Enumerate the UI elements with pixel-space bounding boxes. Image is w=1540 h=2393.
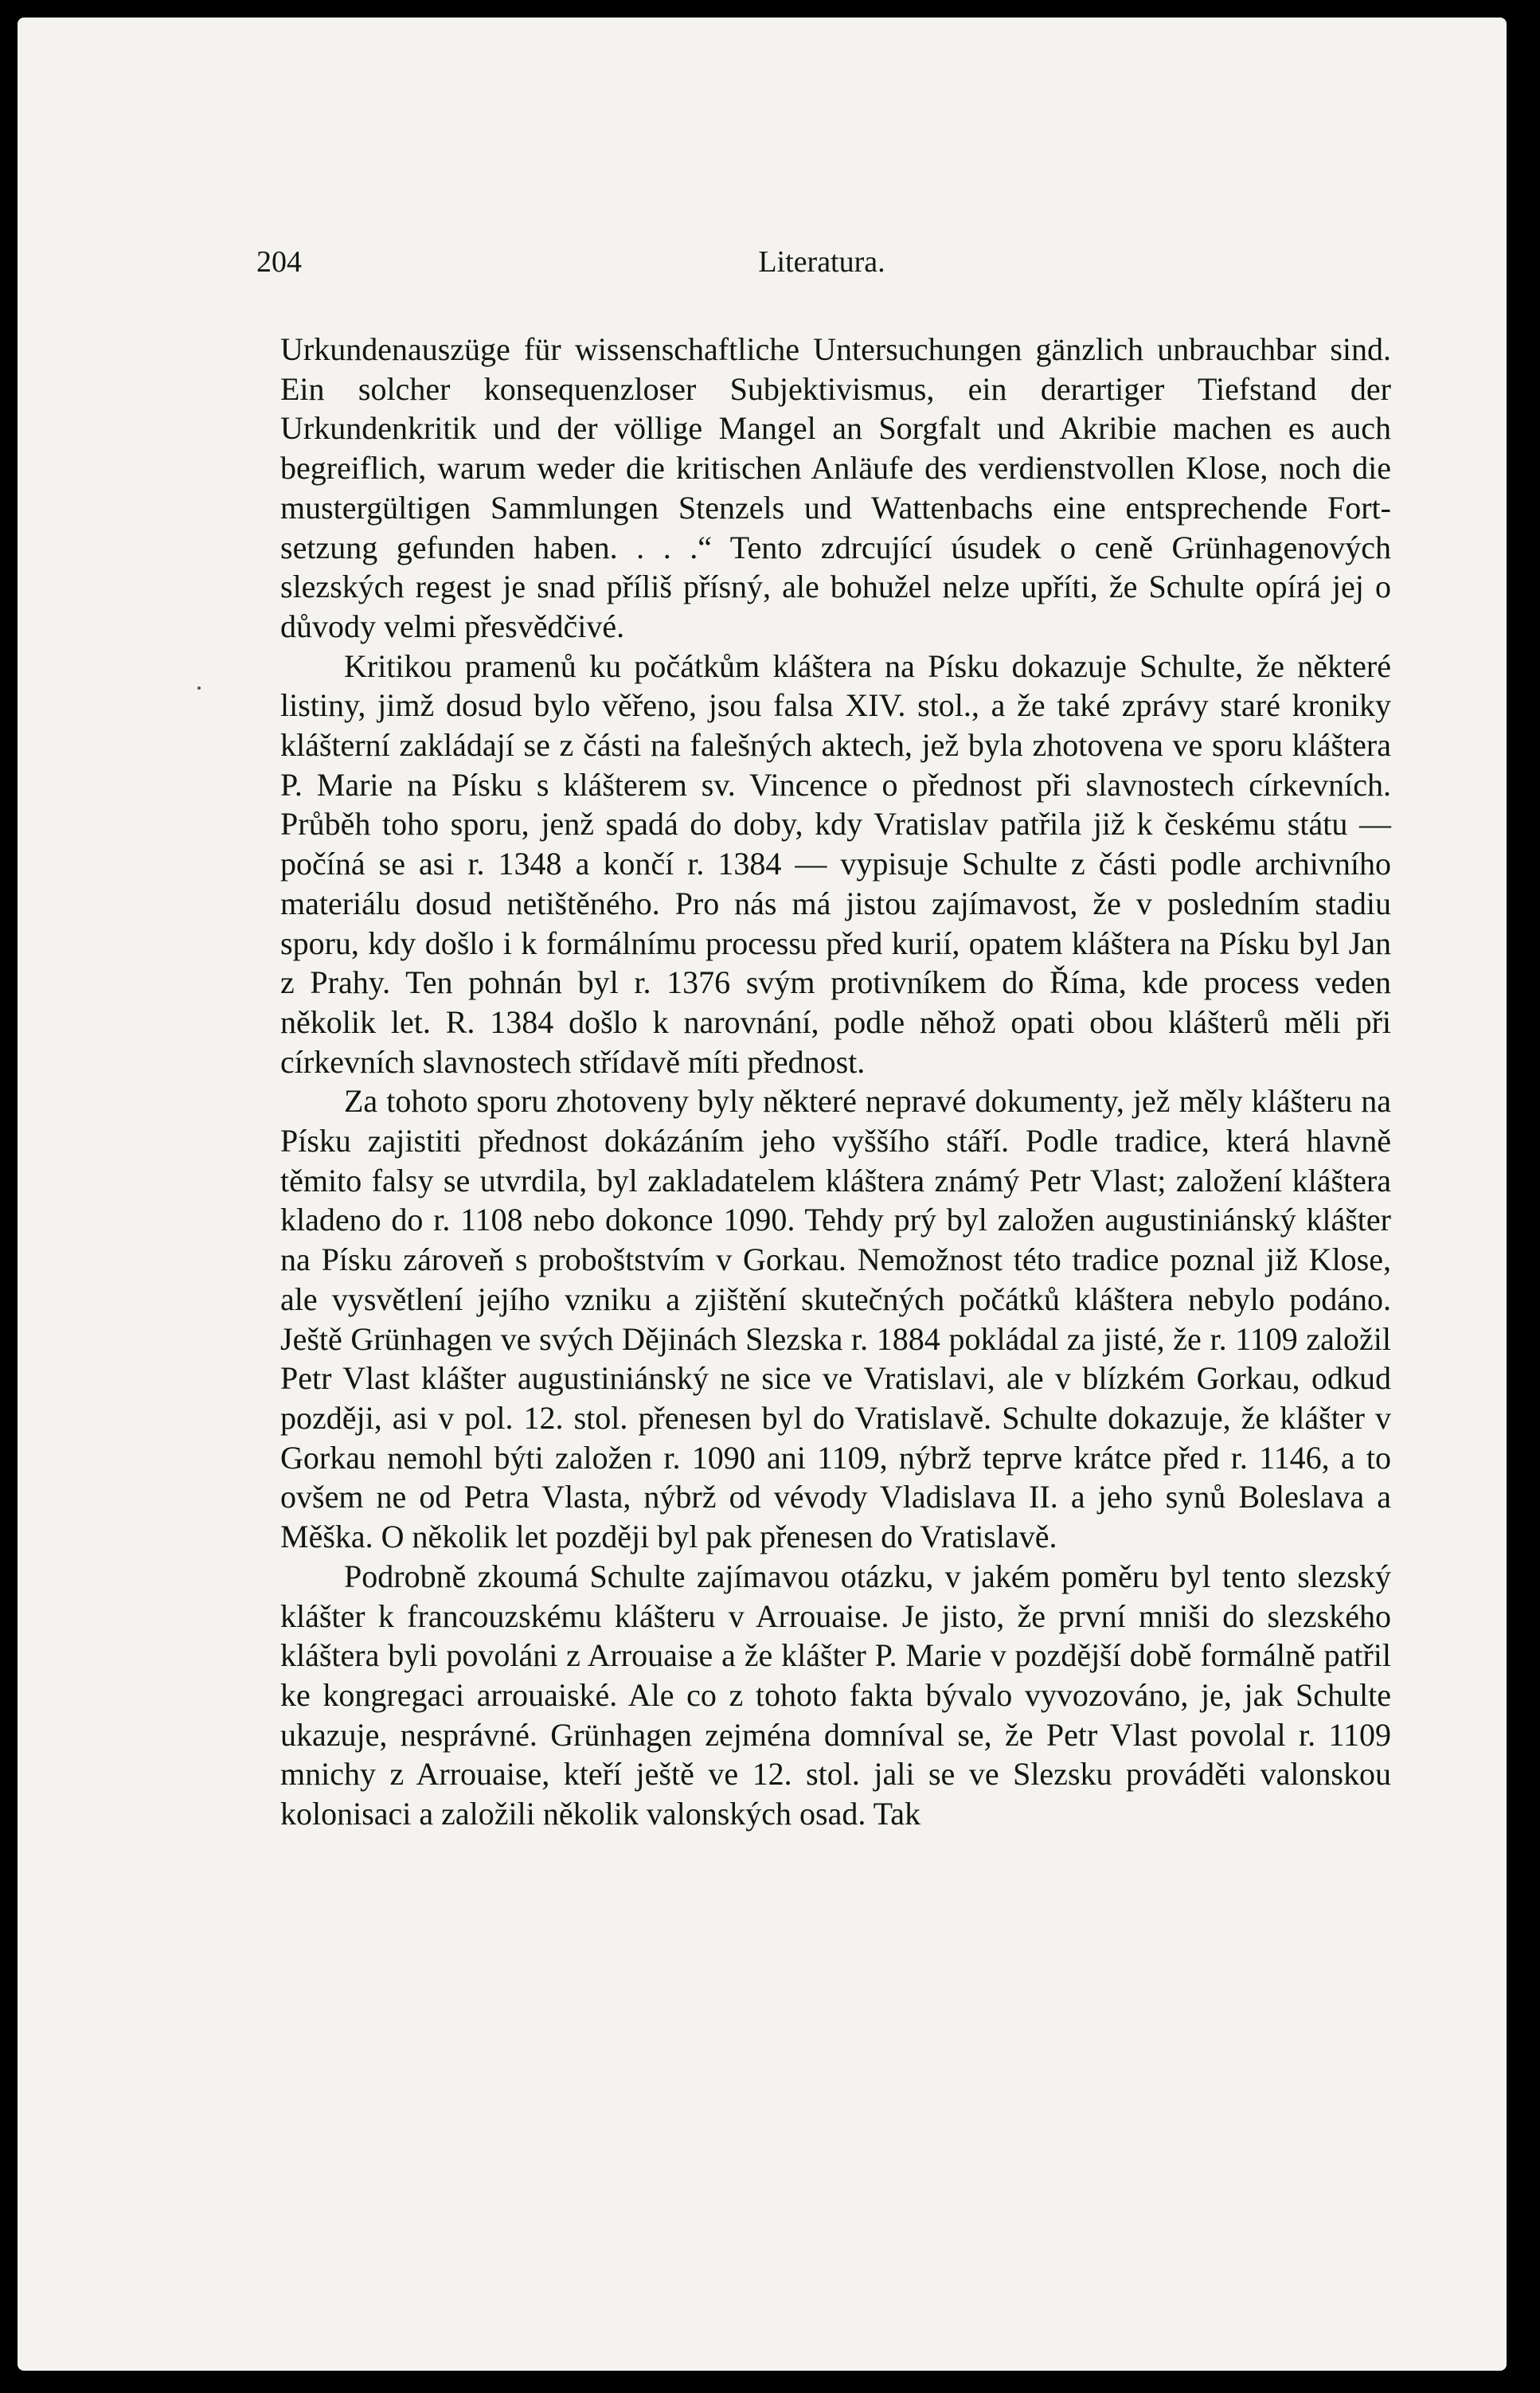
scan-speck (197, 686, 201, 690)
page-header (256, 244, 1387, 292)
scanned-page (18, 18, 1507, 2371)
paragraph-continued: Urkundenauszüge für wissenschaftliche Untersuchungen gänzlich unbrauchbar sind. Ein solcher konsequenzloser Subjektivismus, ein derartiger Tiefstand der Urkundenkritik und der völlige Mangel an Sorgfalt und Akribie machen es auch begreiflich, warum weder die kritischen Anläufe des verdienstvollen Klose, noch die mustergültigen Sammlungen Stenzels und Wattenbachs eine entsprechende Fortsetzung gefunden haben. . . .“ Tento zdrcující úsudek o ceně Grünhagenových slezských regest je snad příliš přísný, ale bohužel nelze upříti, že Schulte opírá jej o důvody velmi přesvědčivé. (280, 331, 1391, 644)
page-number: 204 (256, 245, 302, 279)
paragraph: Kritikou pramenů ku počátkům kláštera na Písku dokazuje Schulte, že některé listiny, jimž dosud bylo věřeno, jsou falsa XIV. stol., a že také zprávy staré kroniky klášterní zakládají se z části na falešných aktech, jež byla zhotovena ve sporu kláštera P. Marie na Písku s klášterem sv. Vincence o přednost při slavnostech církevních. Průběh toho sporu, jenž spadá do doby, kdy Vratislav patřila již k českému státu — počíná se asi r. 1348 a končí r. 1384 — vypisuje Schulte z části podle archivního materiálu dosud netištěného. Pro nás má jistou zajímavost, že v posledním stadiu sporu, kdy došlo i k formálnímu processu před kurií, opatem kláštera na Písku byl Jan z Prahy. Ten pohnán byl r. 1376 svým protivníkem do Říma, kde process veden několik let. R. 1384 došlo k narovnání, podle něhož opati obou klášterů měli při církevních slavnostech střídavě míti přednost. (280, 647, 1391, 1080)
running-title: Literatura. (758, 245, 885, 279)
body-text (280, 330, 1391, 1834)
paragraph: Za tohoto sporu zhotoveny byly některé nepravé dokumenty, jež měly klášteru na Písku zajistiti přednost dokázáním jeho vyššího stáří. Podle tradice, která hlavně těmito falsy se utvrdila, byl zakladatelem kláštera známý Petr Vlast; založení kláštera kladeno do r. 1108 nebo dokonce 1090. Tehdy prý byl založen augustiniánský klášter na Písku zároveň s proboštstvím v Gorkau. Nemožnost této tradice poznal již Klose, ale vysvětlení jejího vzniku a zjištění skutečných počátků kláštera nebylo podáno. Ještě Grünhagen ve svých Dějinách Slezska r. 1884 pokládal za jisté, že r. 1109 založil Petr Vlast klášter augustiniánský ne sice ve Vratislavi, ale v blízkém Gorkau, odkud později, asi v pol. 12. stol. přenesen byl do Vratislavě. Schulte dokazuje, že klášter v Gorkau nemohl býti založen r. 1090 ani 1109, nýbrž teprve krátce před r. 1146, a to ovšem ne od Petra Vlasta, nýbrž od vévody Vladislava II. a jeho synů Boleslava a Měška. O několik let později byl pak přenesen do Vratislavě. (280, 1083, 1391, 1555)
paragraph: Podrobně zkoumá Schulte zajímavou otázku, v jakém poměru byl tento slezský klášter k francouzskému klášteru v Arrouaise. Je jisto, že první mniši do slezského kláštera byli povoláni z Arrouaise a že klášter P. Marie v pozdější době formálně patřil ke kongregaci arrouaiské. Ale co z tohoto fakta bývalo vyvozováno, je, jak Schulte ukazuje, nesprávné. Grünhagen zejména domníval se, že Petr Vlast povolal r. 1109 mnichy z Arrouaise, kteří ještě ve 12. stol. jali se ve Slezsku prováděti valonskou kolonisaci a založili několik valonských osad. Tak (280, 1558, 1391, 1832)
